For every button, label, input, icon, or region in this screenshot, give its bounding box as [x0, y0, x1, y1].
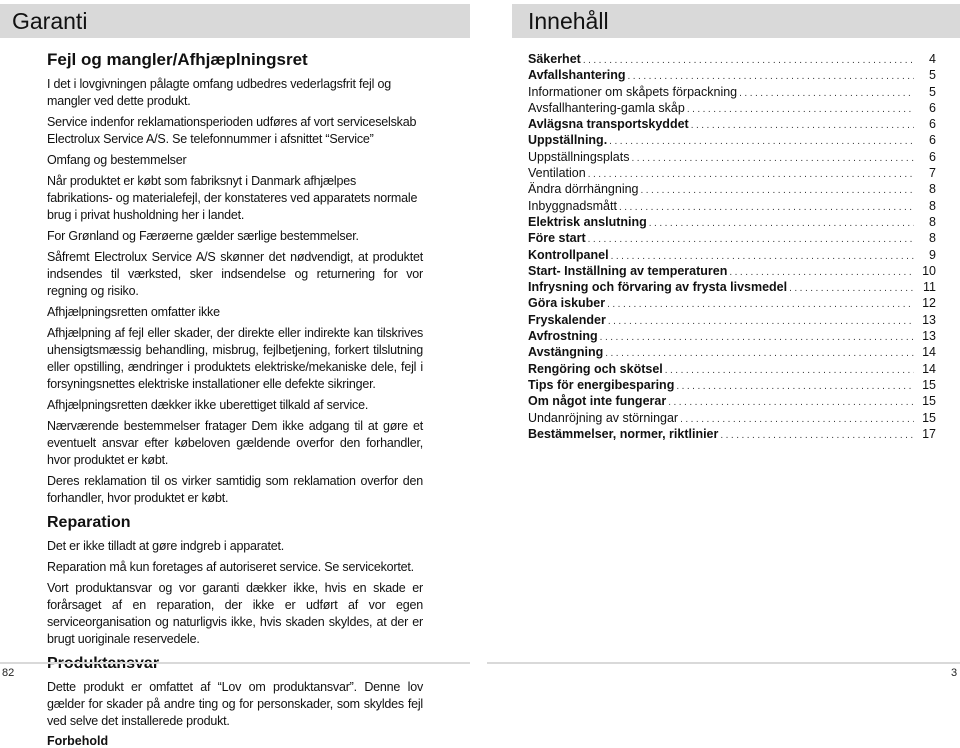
- toc-entry[interactable]: [528, 230, 936, 246]
- toc-entry-page: 5: [929, 68, 936, 83]
- toc-leader-dots: [641, 183, 915, 199]
- paragraph: Afhjælpning af fejl eller skader, der direkte eller indirekte kan tilskrives uhensigtsmæssig behandling, misbrug, fejlbetjening, forkert tilslutning eller opstilling, ændringer i produktets elektriske/mekaniske dele, fejl i forsyningsnettes elektriske installationer elle defekte sikringer.: [47, 326, 423, 391]
- toc-leader-dots: [720, 428, 914, 444]
- paragraph: Dette produkt er omfattet af “Lov om produktansvar”. Denne lov gælder for skader på andre ting og for personskader, som skyldes fejl ved selve det installerede produkt.: [47, 680, 423, 728]
- paragraph: Det er ikke tilladt at gøre indgreb i apparatet.: [47, 539, 285, 553]
- toc-entry[interactable]: [528, 84, 936, 100]
- toc-leader-dots: [665, 363, 914, 379]
- page-number: 82: [2, 667, 15, 679]
- toc-entry-page: 9: [929, 247, 936, 262]
- toc-entry-label: Informationer om skåpets förpackning: [528, 84, 738, 99]
- toc-entry[interactable]: [528, 279, 936, 295]
- toc-entry[interactable]: [528, 393, 936, 409]
- toc-entry-label: Infrysning och förvaring av frysta livsmedel: [528, 280, 788, 295]
- toc-leader-dots: [691, 118, 914, 134]
- left-page-content: [47, 50, 423, 748]
- toc-entry-page: 15: [922, 377, 936, 392]
- toc-entry-page: 15: [922, 394, 936, 409]
- toc-entry-page: 8: [929, 214, 936, 229]
- toc-entry-label: Göra iskuber: [528, 296, 606, 311]
- toc-entry[interactable]: [528, 51, 936, 67]
- toc-leader-dots: [607, 297, 914, 313]
- footer-rule: [0, 662, 470, 664]
- toc-entry[interactable]: [528, 100, 936, 116]
- paragraph: I det i lovgivningen pålagte omfang udbedres vederlagsfrit fejl og mangler ved dette produkt.: [47, 77, 391, 108]
- toc-entry-page: 6: [929, 117, 936, 132]
- toc-entry-page: 14: [922, 345, 936, 360]
- toc-entry-page: 8: [929, 198, 936, 213]
- toc-entry-page: 8: [929, 182, 936, 197]
- section-title: Fejl og mangler/Afhjæplningsret: [47, 50, 308, 69]
- heading-produktansvar: [47, 655, 423, 673]
- toc-entry[interactable]: [528, 149, 936, 165]
- toc-leader-dots: [608, 314, 914, 330]
- toc-entry-label: Ändra dörrhängning: [528, 182, 639, 197]
- toc-entry[interactable]: [528, 377, 936, 393]
- toc-leader-dots: [649, 216, 914, 232]
- left-page: [0, 0, 470, 748]
- toc-leader-dots: [789, 281, 914, 297]
- toc-entry-label: Avsfallhantering-gamla skåp: [528, 100, 685, 115]
- toc-leader-dots: [739, 86, 914, 102]
- heading-reparation: Reparation: [47, 514, 131, 531]
- toc-leader-dots: [619, 200, 914, 216]
- toc-entry-label: Uppställning.: [528, 133, 608, 148]
- paragraph: For Grønland og Færøerne gælder særlige bestemmelser.: [47, 229, 359, 243]
- toc-entry-label: Undanröjning av störningar: [528, 410, 679, 425]
- paragraph: Når produktet er købt som fabriksnyt i Danmark afhjælpes fabrikations- og materialefejl, der konstateres ved apparatets normale brug i privat husholdning her i landet.: [47, 174, 418, 222]
- toc-entry-label: Avlägsna transportskyddet: [528, 117, 689, 132]
- toc-entry[interactable]: [528, 344, 936, 360]
- toc-entry[interactable]: [528, 116, 936, 132]
- page-number: 3: [951, 667, 958, 679]
- toc-entry[interactable]: [528, 181, 936, 197]
- toc-leader-dots: [583, 53, 914, 69]
- toc-entry-page: 6: [929, 133, 936, 148]
- toc-leader-dots: [588, 232, 914, 248]
- toc-entry[interactable]: [528, 328, 936, 344]
- toc-entry[interactable]: [528, 67, 936, 83]
- toc-entry-page: 5: [929, 84, 936, 99]
- forbehold-heading: Forbehold: [47, 734, 109, 748]
- paragraph: Afhjælpningsretten dækker ikke uberettiget tilkald af service.: [47, 398, 369, 412]
- toc-entry-label: Tips för energibesparing: [528, 377, 675, 392]
- toc-entry-page: 12: [922, 296, 936, 311]
- toc-entry-label: Avfrostning: [528, 329, 598, 344]
- toc-entry-label: Uppställningsplats: [528, 149, 630, 164]
- toc-entry-label: Före start: [528, 231, 586, 246]
- toc-leader-dots: [631, 151, 914, 167]
- toc-entry-page: 14: [922, 361, 936, 376]
- toc-entry-page: 8: [929, 231, 936, 246]
- paragraph: Omfang og bestemmelser: [47, 153, 187, 167]
- paragraph: Nærværende bestemmelser fratager Dem ikke adgang til at gøre et eventuelt ansvar efter købeloven gældende overfor den forhandler, hvor produktet er købt.: [47, 419, 423, 467]
- toc-entry[interactable]: [528, 295, 936, 311]
- toc-entry-page: 10: [922, 263, 936, 278]
- toc-entry-page: 7: [929, 166, 936, 181]
- paragraph: Afhjælpningsretten omfatter ikke: [47, 305, 220, 319]
- toc-entry[interactable]: [528, 410, 936, 426]
- table-of-contents: [528, 51, 936, 442]
- toc-entry-label: Fryskalender: [528, 312, 606, 327]
- paragraph: Reparation må kun foretages af autoriseret service. Se servicekortet.: [47, 560, 414, 574]
- toc-entry[interactable]: [528, 132, 936, 148]
- paragraph: Vort produktansvar og vor garanti dækker ikke, hvis en skade er forårsaget af en reparation, der ikke er udført af vor egen serviceorganisation og naturligvis ikke, hvis skaden skyldes, at der er brugt uoriginale reservedele.: [47, 581, 423, 646]
- paragraph: Deres reklamation til os virker samtidig som reklamation overfor den forhandler, hvor produktet er købt.: [47, 474, 423, 505]
- toc-leader-dots: [687, 102, 914, 118]
- toc-entry-label: Bestämmelser, normer, riktlinier: [528, 426, 719, 441]
- right-page-header: Innehåll: [512, 4, 960, 38]
- toc-leader-dots: [676, 379, 914, 395]
- toc-entry[interactable]: [528, 361, 936, 377]
- toc-entry[interactable]: [528, 247, 936, 263]
- paragraph: Service indenfor reklamationsperioden udføres af vort serviceselskab Electrolux Service A/S. Se telefonnummer i afsnittet “Service”: [47, 115, 417, 146]
- toc-entry-page: 13: [922, 329, 936, 344]
- toc-entry-page: 6: [929, 100, 936, 115]
- toc-entry-page: 13: [922, 312, 936, 327]
- warranty-paragraphs: [47, 76, 423, 507]
- paragraph: Såfremt Electrolux Service A/S skønner det nødvendigt, at produktet indsendes til værksted, sker indsendelse og returnering for vor regning og risiko.: [47, 250, 423, 298]
- toc-entry-page: 4: [929, 52, 936, 66]
- toc-entry-label: Start- Inställning av temperaturen: [528, 263, 728, 278]
- toc-entry-label: Inbyggnadsmått: [528, 198, 617, 213]
- toc-entry-label: Kontrollpanel: [528, 247, 609, 262]
- toc-entry[interactable]: [528, 426, 936, 442]
- footer-rule: [487, 662, 960, 664]
- toc-leader-dots: [609, 134, 914, 150]
- toc-leader-dots: [668, 395, 914, 411]
- toc-entry-page: 17: [922, 426, 936, 441]
- toc-entry[interactable]: [528, 263, 936, 279]
- toc-leader-dots: [600, 330, 914, 346]
- toc-entry-label: Rengöring och skötsel: [528, 361, 663, 376]
- toc-entry-page: 6: [929, 149, 936, 164]
- toc-entry-label: Avstängning: [528, 345, 604, 360]
- toc-entry[interactable]: [528, 312, 936, 328]
- toc-entry[interactable]: [528, 214, 936, 230]
- toc-entry-label: Ventilation: [528, 166, 586, 181]
- left-page-header: Garanti: [0, 4, 470, 38]
- toc-entry-label: Elektrisk anslutning: [528, 214, 647, 229]
- toc-entry-label: Säkerhet: [528, 52, 581, 66]
- toc-entry[interactable]: [528, 198, 936, 214]
- toc-entry-label: Om något inte fungerar: [528, 394, 667, 409]
- toc-entry-label: Avfallshantering: [528, 68, 626, 83]
- toc-entry-page: 15: [922, 410, 936, 425]
- toc-entry-page: 11: [923, 280, 936, 295]
- toc-entry[interactable]: [528, 165, 936, 181]
